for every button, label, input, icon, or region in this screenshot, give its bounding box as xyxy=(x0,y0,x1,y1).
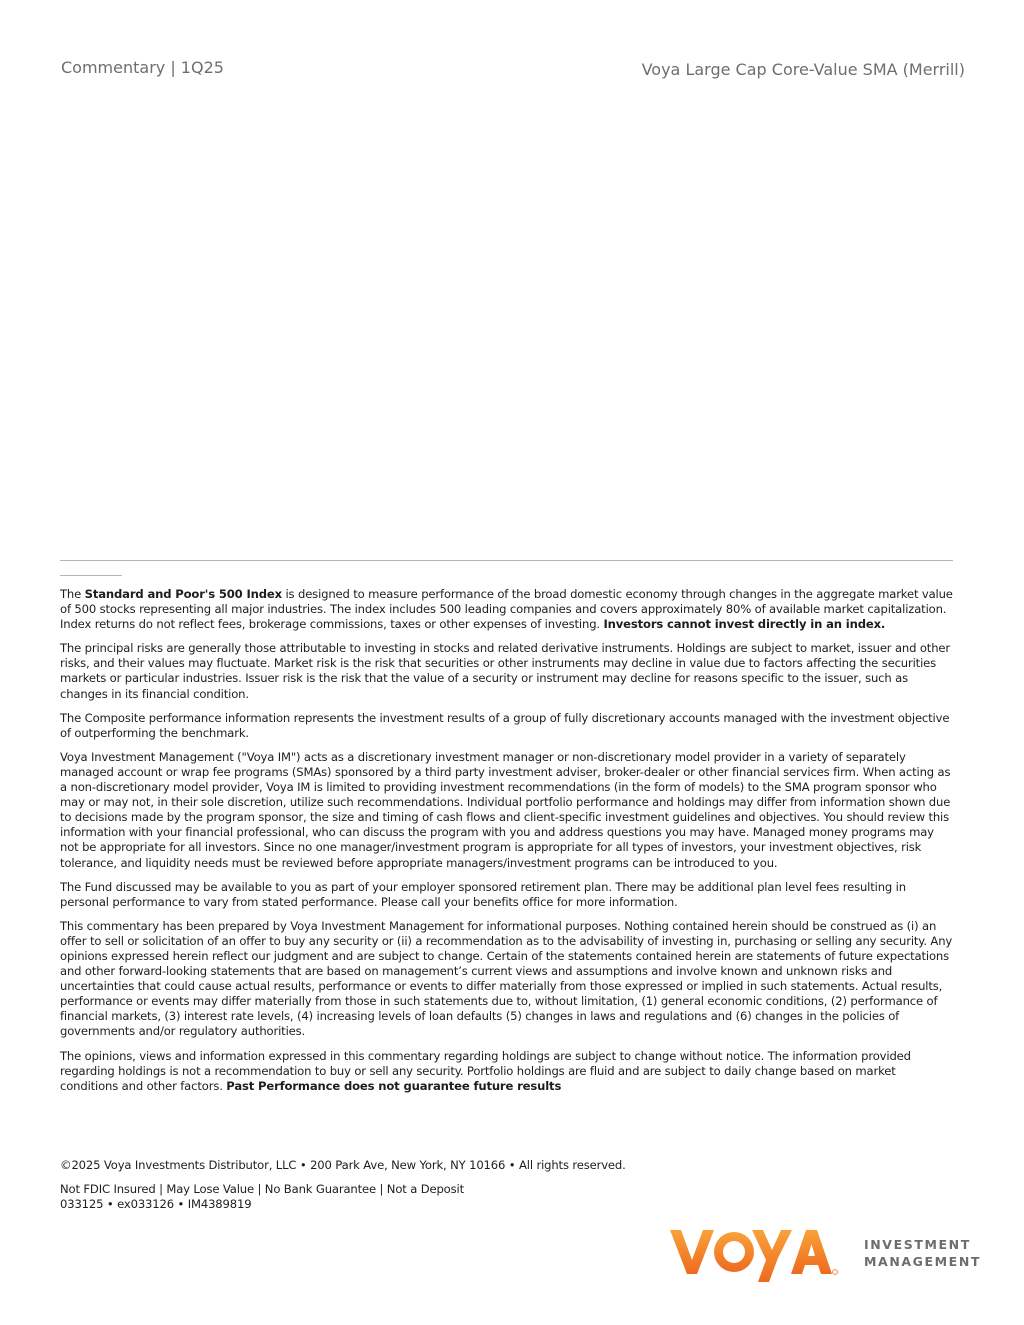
index-name: Standard and Poor's 500 Index xyxy=(84,587,282,601)
index-definition-pre: The xyxy=(60,587,85,601)
footnote-divider xyxy=(60,560,953,561)
footnote-divider-short xyxy=(60,575,122,576)
logo-line-investment: INVESTMENT xyxy=(864,1237,971,1252)
copyright-line: ©2025 Voya Investments Distributor, LLC • 200 Park Ave, New York, NY 10166 • All rights reserved. xyxy=(60,1158,626,1172)
document-title-header: Voya Large Cap Core-Value SMA (Merrill) xyxy=(641,60,965,79)
voya-wordmark-icon xyxy=(668,1222,838,1284)
holdings-opinions-body: The opinions, views and information expressed in this commentary regarding holdings are subject to change without notice. The information provided regarding holdings is not a recommendation to buy or sell any security. Portfolio holdings are fluid and are subject to daily change based on market conditions and other factors. xyxy=(60,1048,911,1093)
principal-risks-paragraph: The principal risks are generally those attributable to investing in stocks and related derivative instruments. Holdings are subject to market, issuer and other risks, and their values may fluctuate. Market risk is the risk that securities or other instruments may decline in value due to factors affecting the securities markets or particular industries. Issuer risk is the risk that the value of a security or instrument may decline for reasons specific to the issuer, such as changes in its financial condition. xyxy=(60,641,950,701)
disclosures-section xyxy=(60,587,955,1103)
document-category-header: Commentary | 1Q25 xyxy=(61,58,224,77)
index-definition-body: is designed to measure performance of the broad domestic economy through changes in the aggregate market value of 500 stocks representing all major industries. The index includes 500 leading companies and covers approximately 80% of available market capitalization. Index returns do not reflect fees, brokerage commissions, taxes or other expenses of investing. xyxy=(60,587,953,632)
document-codes: 033125 • ex033126 • IM4389819 xyxy=(60,1197,252,1212)
insurance-disclaimer: Not FDIC Insured | May Lose Value | No Bank Guarantee | Not a Deposit xyxy=(60,1182,464,1197)
forward-looking-paragraph: This commentary has been prepared by Voya Investment Management for informational purposes. Nothing contained herein should be construed as (i) an offer to sell or solicitation of an offer to buy any security or (ii) a recommendation as to the advisability of investing in, purchasing or selling any security. Any opinions expressed herein reflect our judgment and are subject to change. Certain of the statements contained herein are statements of future expectations and other forward-looking statements that are based on management’s current views and assumptions and involve known and unknown risks and uncertainties that could cause actual results, performance or events to differ materially from those expressed or implied in such statements. Actual results, performance or events may differ materially from those in such statements due to, without limitation, (1) general economic conditions, (2) performance of financial markets, (3) interest rate levels, (4) increasing levels of loan defaults (5) changes in laws and regulations and (6) changes in the policies of governments and/or regulatory authorities. xyxy=(60,918,953,1039)
logo-line-management: MANAGEMENT xyxy=(864,1254,982,1269)
index-warning: Investors cannot invest directly in an index. xyxy=(603,617,886,632)
investment-management-wordmark xyxy=(864,1236,981,1270)
composite-info-paragraph: The Composite performance information represents the investment results of a group of fully discretionary accounts managed with the investment objective of outperforming the benchmark. xyxy=(60,710,950,740)
voya-investment-management-logo xyxy=(668,1222,982,1284)
past-performance-warning: Past Performance does not guarantee future results xyxy=(226,1078,562,1093)
retirement-plan-paragraph: The Fund discussed may be available to you as part of your employer sponsored retirement plan. There may be additional plan level fees resulting in personal performance to vary from stated performance. Please call your benefits office for more information. xyxy=(60,879,906,909)
footer xyxy=(60,1158,626,1212)
index-definition-paragraph xyxy=(60,587,955,632)
holdings-opinions-paragraph xyxy=(60,1049,955,1094)
voya-im-sma-paragraph: Voya Investment Management ("Voya IM") acts as a discretionary investment manager or non-discretionary model provider in a variety of separately managed account or wrap fee programs (SMAs) sponsored by a third party investment adviser, broker-dealer or other financial services firm. When acting as a non-discretionary model provider, Voya IM is limited to providing investment recommendations (in the form of models) to the SMA program sponsor who may or may not, in their sole discretion, utilize such recommendations. Individual portfolio performance and holdings may differ from information shown due to decisions made by the program sponsor, the size and timing of cash flows and client-specific investment guidelines and objectives. You should review this information with your financial professional, who can discuss the program with you and address questions you may have. Managed money programs may not be appropriate for all investors. Since no one manager/investment program is appropriate for all types of investors, your investment objectives, risk tolerance, and liquidity needs must be reviewed before appropriate managers/investment programs can be introduced to you. xyxy=(60,749,951,870)
